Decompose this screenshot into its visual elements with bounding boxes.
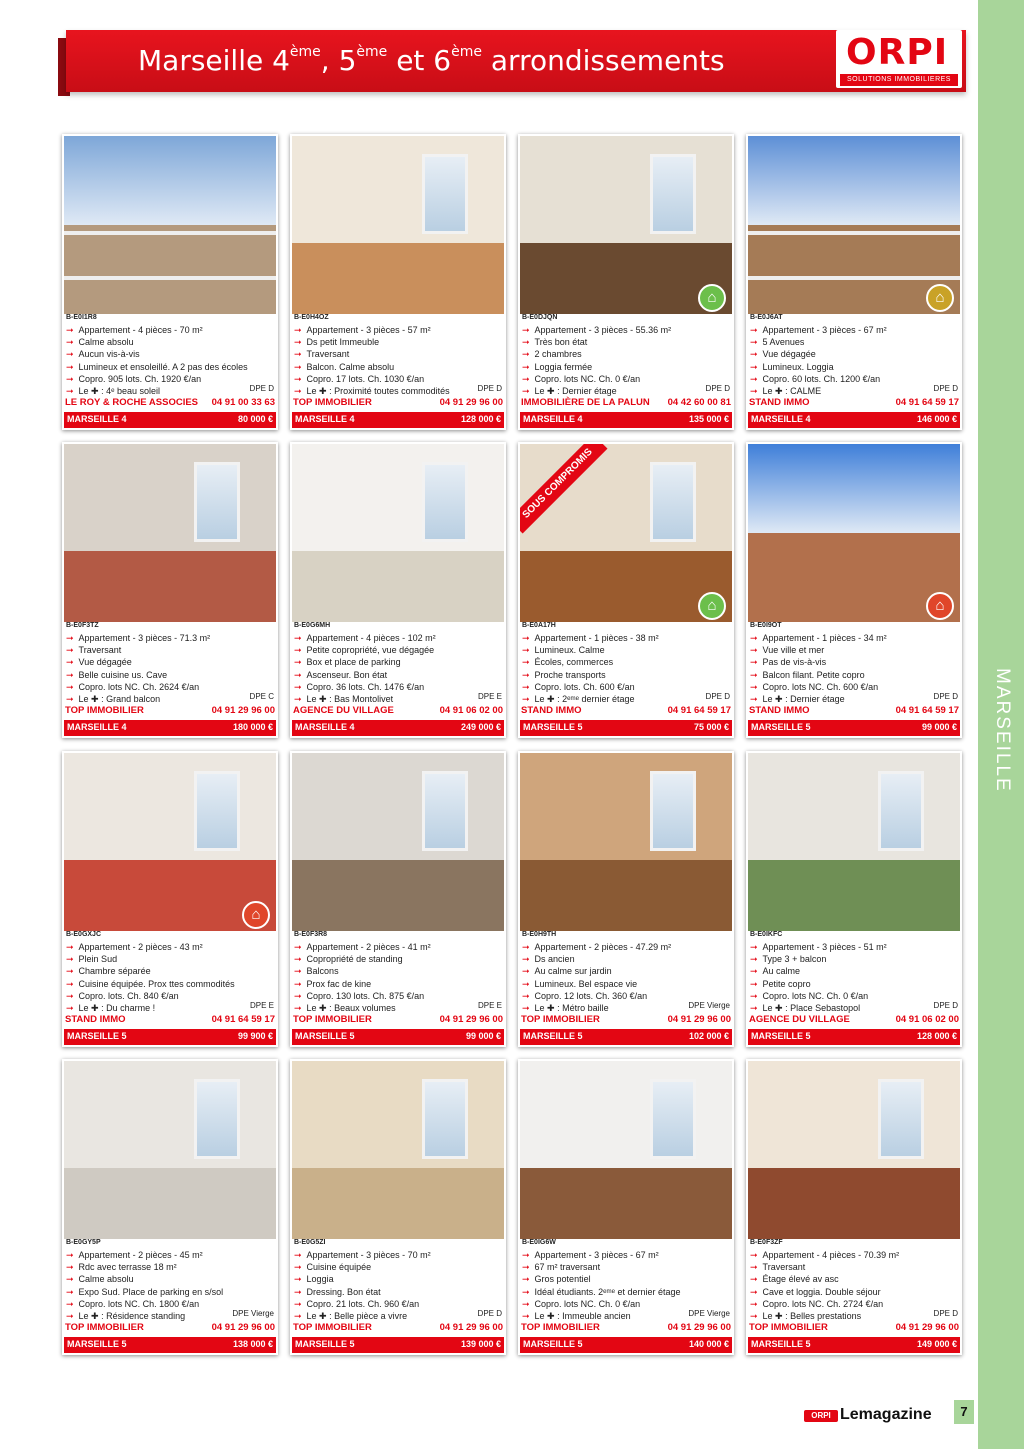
energy-rating: DPE D — [933, 384, 958, 393]
listing-card[interactable] — [746, 134, 962, 430]
listing-price: 146 000 € — [916, 414, 957, 424]
agency-name: TOP IMMOBILIER — [749, 1322, 828, 1333]
energy-label-icon: ⌂ — [242, 901, 270, 929]
price-bar — [748, 1337, 960, 1353]
agency-phone[interactable]: 04 91 06 02 00 — [439, 705, 503, 716]
feature-item: ➞ Balcon. Calme absolu — [294, 361, 502, 373]
agency-phone[interactable]: 04 91 64 59 17 — [895, 705, 959, 716]
feature-list — [750, 1249, 958, 1322]
energy-rating: DPE D — [477, 384, 502, 393]
feature-item: ➞ Traversant — [750, 1261, 958, 1273]
listing-price: 135 000 € — [688, 414, 729, 424]
listing-price: 99 000 € — [465, 1031, 501, 1041]
listing-price: 102 000 € — [688, 1031, 729, 1041]
feature-item: ➞ Type 3 + balcon — [750, 953, 958, 965]
page-number: 7 — [954, 1400, 974, 1424]
feature-item: ➞ Copro. 36 lots. Ch. 1476 €/an — [294, 681, 502, 693]
feature-item: ➞ Appartement - 3 pièces - 51 m² — [750, 941, 958, 953]
listing-price: 99 000 € — [921, 722, 957, 732]
feature-list — [294, 632, 502, 705]
feature-item: ➞ Appartement - 3 pièces - 71.3 m² — [66, 632, 274, 644]
feature-item: ➞ 67 m² traversant — [522, 1261, 730, 1273]
price-bar — [64, 412, 276, 428]
price-bar — [292, 720, 504, 736]
listing-city: MARSEILLE 4 — [523, 414, 583, 424]
agency-name: TOP IMMOBILIER — [293, 397, 372, 408]
energy-rating: DPE E — [249, 1001, 274, 1010]
listing-price: 249 000 € — [460, 722, 501, 732]
agency-line — [65, 705, 275, 716]
feature-item: ➞ Appartement - 4 pièces - 70.39 m² — [750, 1249, 958, 1261]
feature-item: ➞ Appartement - 2 pièces - 47.29 m² — [522, 941, 730, 953]
feature-item: ➞ Rdc avec terrasse 18 m² — [66, 1261, 274, 1273]
agency-line — [749, 397, 959, 408]
agency-name: AGENCE DU VILLAGE — [293, 705, 394, 716]
agency-phone[interactable]: 04 91 29 96 00 — [895, 1322, 959, 1333]
feature-item: ➞ Au calme — [750, 965, 958, 977]
agency-phone[interactable]: 04 91 29 96 00 — [211, 705, 275, 716]
feature-item: ➞ Copro. lots NC. Ch. 2624 €/an — [66, 681, 274, 693]
listing-photo — [64, 753, 276, 931]
listing-card[interactable] — [746, 751, 962, 1047]
feature-item: ➞ Vue dégagée — [66, 656, 274, 668]
feature-list — [294, 324, 502, 397]
agency-name: AGENCE DU VILLAGE — [749, 1014, 850, 1025]
listing-reference: B-E0IG6W — [522, 1239, 556, 1246]
agency-line — [749, 1322, 959, 1333]
feature-item: ➞ Le ✚ : Dernier étage — [750, 693, 958, 705]
agency-line — [521, 397, 731, 408]
listing-city: MARSEILLE 5 — [523, 1339, 583, 1349]
feature-item: ➞ Balcon filant. Petite copro — [750, 669, 958, 681]
listing-price: 140 000 € — [688, 1339, 729, 1349]
feature-item: ➞ Lumineux et ensoleillé. A 2 pas des écoles — [66, 361, 274, 373]
listing-card[interactable] — [746, 1059, 962, 1355]
feature-item: ➞ Traversant — [66, 644, 274, 656]
feature-item: ➞ Appartement - 2 pièces - 43 m² — [66, 941, 274, 953]
feature-item: ➞ Traversant — [294, 348, 502, 360]
listing-reference: B-E0GXJC — [66, 931, 102, 938]
feature-list — [750, 941, 958, 1014]
feature-item: ➞ Expo Sud. Place de parking en s/sol — [66, 1286, 274, 1298]
listing-city: MARSEILLE 5 — [751, 722, 811, 732]
header-banner — [66, 30, 966, 92]
listing-card[interactable] — [290, 751, 506, 1047]
feature-item: ➞ Appartement - 4 pièces - 70 m² — [66, 324, 274, 336]
agency-name: TOP IMMOBILIER — [521, 1014, 600, 1025]
listing-city: MARSEILLE 4 — [67, 414, 127, 424]
agency-name: STAND IMMO — [749, 705, 810, 716]
price-bar — [64, 720, 276, 736]
feature-item: ➞ Copro. 905 lots. Ch. 1920 €/an — [66, 373, 274, 385]
energy-rating: DPE Vierge — [688, 1309, 730, 1318]
price-bar — [64, 1029, 276, 1045]
price-bar — [520, 1337, 732, 1353]
feature-item: ➞ Belle cuisine us. Cave — [66, 669, 274, 681]
listing-reference: B-E0DJQN — [522, 314, 558, 321]
feature-item: ➞ Copro. 17 lots. Ch. 1030 €/an — [294, 373, 502, 385]
feature-item: ➞ Copropriété de standing — [294, 953, 502, 965]
listing-city: MARSEILLE 4 — [295, 722, 355, 732]
agency-line — [521, 1322, 731, 1333]
listing-price: 128 000 € — [460, 414, 501, 424]
agency-name: TOP IMMOBILIER — [65, 705, 144, 716]
agency-line — [65, 1014, 275, 1025]
feature-item: ➞ Cave et loggia. Double séjour — [750, 1286, 958, 1298]
listing-photo — [520, 136, 732, 314]
agency-phone[interactable]: 04 91 00 33 63 — [211, 397, 275, 408]
feature-list — [66, 324, 274, 397]
feature-item: ➞ Loggia — [294, 1273, 502, 1285]
feature-list — [294, 1249, 502, 1322]
listing-card[interactable] — [518, 134, 734, 430]
agency-line — [293, 397, 503, 408]
agency-phone[interactable]: 04 91 29 96 00 — [439, 1014, 503, 1025]
listing-photo — [64, 1061, 276, 1239]
agency-phone[interactable]: 04 91 29 96 00 — [211, 1322, 275, 1333]
agency-line — [65, 397, 275, 408]
listing-reference: B-E0H9TH — [522, 931, 557, 938]
agency-phone[interactable]: 04 91 64 59 17 — [211, 1014, 275, 1025]
listing-city: MARSEILLE 5 — [751, 1031, 811, 1041]
listing-city: MARSEILLE 5 — [523, 722, 583, 732]
price-bar — [64, 1337, 276, 1353]
energy-rating: DPE Vierge — [232, 1309, 274, 1318]
feature-item: ➞ Loggia fermée — [522, 361, 730, 373]
feature-item: ➞ Appartement - 3 pièces - 67 m² — [750, 324, 958, 336]
feature-item: ➞ Copro. lots NC. Ch. 0 €/an — [522, 373, 730, 385]
feature-item: ➞ Le ✚ : CALME — [750, 385, 958, 397]
agency-phone[interactable]: 04 42 60 00 81 — [667, 397, 731, 408]
agency-name: LE ROY & ROCHE ASSOCIES — [65, 397, 199, 408]
listing-photo — [748, 136, 960, 314]
listing-reference: B-E0I1R8 — [66, 314, 97, 321]
energy-label-icon: ⌂ — [926, 284, 954, 312]
listing-card[interactable] — [62, 442, 278, 738]
feature-list — [522, 324, 730, 397]
agency-name: STAND IMMO — [65, 1014, 126, 1025]
feature-item: ➞ Le ✚ : Dernier étage — [522, 385, 730, 397]
feature-item: ➞ Idéal étudiants. 2ᵉᵐᵉ et dernier étage — [522, 1286, 730, 1298]
energy-rating: DPE D — [705, 692, 730, 701]
listing-city: MARSEILLE 5 — [295, 1031, 355, 1041]
feature-item: ➞ Vue ville et mer — [750, 644, 958, 656]
feature-item: ➞ Appartement - 1 pièces - 38 m² — [522, 632, 730, 644]
listing-photo — [520, 444, 732, 622]
feature-item: ➞ Le ✚ : 4ᵉ beau soleil — [66, 385, 274, 397]
listing-reference: B-E0J6AT — [750, 314, 783, 321]
feature-item: ➞ Le ✚ : Proximité toutes commodités — [294, 385, 502, 397]
feature-item: ➞ Appartement - 3 pièces - 57 m² — [294, 324, 502, 336]
listing-photo — [520, 753, 732, 931]
feature-item: ➞ Ds ancien — [522, 953, 730, 965]
agency-phone[interactable]: 04 91 29 96 00 — [439, 397, 503, 408]
agency-phone[interactable]: 04 91 64 59 17 — [667, 705, 731, 716]
feature-item: ➞ Le ✚ : Beaux volumes — [294, 1002, 502, 1014]
price-bar — [292, 1337, 504, 1353]
feature-item: ➞ Appartement - 3 pièces - 70 m² — [294, 1249, 502, 1261]
feature-item: ➞ Étage élevé av asc — [750, 1273, 958, 1285]
listing-card[interactable] — [62, 1059, 278, 1355]
footer-orpi-mark: ORPI — [804, 1410, 838, 1422]
feature-item: ➞ Le ✚ : 2ᵉᵐᵉ dernier étage — [522, 693, 730, 705]
energy-rating: DPE D — [933, 1001, 958, 1010]
feature-item: ➞ Le ✚ : Place Sebastopol — [750, 1002, 958, 1014]
feature-item: ➞ Copro. 130 lots. Ch. 875 €/an — [294, 990, 502, 1002]
listing-price: 80 000 € — [237, 414, 273, 424]
price-bar — [520, 720, 732, 736]
price-bar — [748, 412, 960, 428]
feature-list — [294, 941, 502, 1014]
agency-phone[interactable]: 04 91 64 59 17 — [895, 397, 959, 408]
price-bar — [748, 1029, 960, 1045]
listing-reference: B-E0F3TZ — [66, 622, 99, 629]
feature-item: ➞ Copro. lots. Ch. 840 €/an — [66, 990, 274, 1002]
listing-card[interactable] — [62, 134, 278, 430]
feature-item: ➞ Au calme sur jardin — [522, 965, 730, 977]
listing-photo — [292, 1061, 504, 1239]
listing-card[interactable] — [62, 751, 278, 1047]
listing-photo — [292, 753, 504, 931]
listing-card[interactable] — [746, 442, 962, 738]
listing-reference: B-E0IKFC — [750, 931, 783, 938]
listing-reference: B-E0G5ZI — [294, 1239, 326, 1246]
feature-item: ➞ Appartement - 2 pièces - 41 m² — [294, 941, 502, 953]
feature-item: ➞ Le ✚ : Belle pièce a vivre — [294, 1310, 502, 1322]
feature-item: ➞ Lumineux. Calme — [522, 644, 730, 656]
listing-city: MARSEILLE 5 — [67, 1339, 127, 1349]
listing-card[interactable] — [290, 442, 506, 738]
listing-reference: B-E0F3ZF — [750, 1239, 783, 1246]
feature-list — [750, 324, 958, 397]
listing-photo — [520, 1061, 732, 1239]
feature-item: ➞ Box et place de parking — [294, 656, 502, 668]
feature-item: ➞ Le ✚ : Métro baille — [522, 1002, 730, 1014]
listing-city: MARSEILLE 5 — [67, 1031, 127, 1041]
energy-label-icon: ⌂ — [926, 592, 954, 620]
listing-price: 180 000 € — [232, 722, 273, 732]
energy-rating: DPE D — [933, 1309, 958, 1318]
energy-rating: DPE Vierge — [688, 1001, 730, 1010]
agency-line — [293, 1014, 503, 1025]
listing-card[interactable] — [518, 442, 734, 738]
feature-item: ➞ Dressing. Bon état — [294, 1286, 502, 1298]
feature-item: ➞ Le ✚ : Immeuble ancien — [522, 1310, 730, 1322]
feature-list — [522, 632, 730, 705]
agency-line — [521, 705, 731, 716]
feature-item: ➞ Chambre séparée — [66, 965, 274, 977]
listing-photo — [292, 444, 504, 622]
feature-item: ➞ Copro. lots. Ch. 600 €/an — [522, 681, 730, 693]
feature-item: ➞ Appartement - 2 pièces - 45 m² — [66, 1249, 274, 1261]
listing-card[interactable] — [290, 134, 506, 430]
feature-item: ➞ Gros potentiel — [522, 1273, 730, 1285]
feature-item: ➞ Lumineux. Bel espace vie — [522, 978, 730, 990]
feature-item: ➞ Le ✚ : Bas Montolivet — [294, 693, 502, 705]
feature-item: ➞ Balcons — [294, 965, 502, 977]
feature-item: ➞ Très bon état — [522, 336, 730, 348]
listing-price: 149 000 € — [916, 1339, 957, 1349]
listing-reference: B-E0F3R8 — [294, 931, 328, 938]
feature-item: ➞ Ds petit Immeuble — [294, 336, 502, 348]
agency-name: IMMOBILIÈRE DE LA PALUN — [521, 397, 650, 408]
feature-item: ➞ Copro. lots NC. Ch. 0 €/an — [750, 990, 958, 1002]
energy-label-icon: ⌂ — [698, 592, 726, 620]
feature-item: ➞ Copro. 21 lots. Ch. 960 €/an — [294, 1298, 502, 1310]
feature-item: ➞ Petite copropriété, vue dégagée — [294, 644, 502, 656]
logo-wordmark: ORPI — [846, 32, 949, 73]
energy-rating: DPE D — [933, 692, 958, 701]
listing-city: MARSEILLE 5 — [523, 1031, 583, 1041]
feature-item: ➞ Le ✚ : Résidence standing — [66, 1310, 274, 1322]
orpi-logo — [836, 30, 962, 88]
agency-line — [749, 705, 959, 716]
status-stamp: SOUS COMPROMIS — [520, 444, 607, 533]
listing-price: 75 000 € — [693, 722, 729, 732]
agency-name: TOP IMMOBILIER — [65, 1322, 144, 1333]
listing-price: 138 000 € — [232, 1339, 273, 1349]
listing-price: 139 000 € — [460, 1339, 501, 1349]
feature-item: ➞ 2 chambres — [522, 348, 730, 360]
feature-item: ➞ Copro. lots NC. Ch. 0 €/an — [522, 1298, 730, 1310]
footer-magazine-logo — [804, 1406, 948, 1426]
agency-name: TOP IMMOBILIER — [293, 1322, 372, 1333]
agency-name: TOP IMMOBILIER — [521, 1322, 600, 1333]
feature-item: ➞ 5 Avenues — [750, 336, 958, 348]
energy-rating: DPE D — [249, 384, 274, 393]
agency-line — [293, 1322, 503, 1333]
agency-phone[interactable]: 04 91 29 96 00 — [667, 1322, 731, 1333]
footer-magazine-name: Lemagazine — [840, 1406, 932, 1423]
feature-list — [66, 632, 274, 705]
agency-name: STAND IMMO — [749, 397, 810, 408]
feature-item: ➞ Copro. 60 lots. Ch. 1200 €/an — [750, 373, 958, 385]
feature-item: ➞ Copro. 12 lots. Ch. 360 €/an — [522, 990, 730, 1002]
agency-line — [65, 1322, 275, 1333]
agency-name: STAND IMMO — [521, 705, 582, 716]
feature-item: ➞ Écoles, commerces — [522, 656, 730, 668]
listing-photo — [748, 753, 960, 931]
listing-price: 128 000 € — [916, 1031, 957, 1041]
feature-list — [750, 632, 958, 705]
feature-item: ➞ Cuisine équipée. Prox ttes commodités — [66, 978, 274, 990]
price-bar — [520, 412, 732, 428]
logo-tagline: SOLUTIONS IMMOBILIERES — [840, 74, 958, 86]
energy-rating: DPE D — [477, 1309, 502, 1318]
agency-phone[interactable]: 04 91 29 96 00 — [667, 1014, 731, 1025]
agency-line — [521, 1014, 731, 1025]
agency-line — [749, 1014, 959, 1025]
listing-reference: B-E0A17H — [522, 622, 556, 629]
feature-item: ➞ Le ✚ : Grand balcon — [66, 693, 274, 705]
feature-item: ➞ Plein Sud — [66, 953, 274, 965]
listing-photo — [292, 136, 504, 314]
listing-reference: B-E0H4OZ — [294, 314, 329, 321]
listing-city: MARSEILLE 4 — [67, 722, 127, 732]
feature-list — [66, 941, 274, 1014]
feature-item: ➞ Appartement - 3 pièces - 55.36 m² — [522, 324, 730, 336]
feature-item: ➞ Appartement - 4 pièces - 102 m² — [294, 632, 502, 644]
listing-reference: B-E0G6MH — [294, 622, 331, 629]
feature-item: ➞ Petite copro — [750, 978, 958, 990]
listing-photo — [748, 444, 960, 622]
energy-rating: DPE C — [249, 692, 274, 701]
energy-rating: DPE D — [705, 384, 730, 393]
side-section-label: MARSEILLE — [992, 667, 1013, 793]
feature-item: ➞ Lumineux. Loggia — [750, 361, 958, 373]
listing-photo — [748, 1061, 960, 1239]
price-bar — [292, 1029, 504, 1045]
feature-item: ➞ Appartement - 1 pièces - 34 m² — [750, 632, 958, 644]
listing-reference: B-E0GY5P — [66, 1239, 101, 1246]
listing-city: MARSEILLE 4 — [295, 414, 355, 424]
listing-photo — [64, 444, 276, 622]
listing-card[interactable] — [518, 751, 734, 1047]
feature-item: ➞ Copro. lots NC. Ch. 600 €/an — [750, 681, 958, 693]
listing-city: MARSEILLE 5 — [751, 1339, 811, 1349]
feature-item: ➞ Cuisine équipée — [294, 1261, 502, 1273]
listing-city: MARSEILLE 5 — [295, 1339, 355, 1349]
listing-photo — [64, 136, 276, 314]
price-bar — [748, 720, 960, 736]
listing-reference: B-E0I9OT — [750, 622, 782, 629]
agency-name: TOP IMMOBILIER — [293, 1014, 372, 1025]
feature-item: ➞ Prox fac de kine — [294, 978, 502, 990]
energy-rating: DPE E — [477, 1001, 502, 1010]
feature-item: ➞ Proche transports — [522, 669, 730, 681]
listing-card[interactable] — [518, 1059, 734, 1355]
listing-price: 99 900 € — [237, 1031, 273, 1041]
feature-item: ➞ Calme absolu — [66, 1273, 274, 1285]
listing-city: MARSEILLE 4 — [751, 414, 811, 424]
price-bar — [520, 1029, 732, 1045]
energy-label-icon: ⌂ — [698, 284, 726, 312]
page-title: Marseille 4ème, 5ème et 6ème arrondissements — [138, 44, 725, 77]
feature-item: ➞ Copro. lots NC. Ch. 1800 €/an — [66, 1298, 274, 1310]
agency-phone[interactable]: 04 91 29 96 00 — [439, 1322, 503, 1333]
price-bar — [292, 412, 504, 428]
agency-phone[interactable]: 04 91 06 02 00 — [895, 1014, 959, 1025]
agency-line — [293, 705, 503, 716]
feature-item: ➞ Ascenseur. Bon état — [294, 669, 502, 681]
energy-rating: DPE E — [477, 692, 502, 701]
feature-item: ➞ Vue dégagée — [750, 348, 958, 360]
feature-item: ➞ Appartement - 3 pièces - 67 m² — [522, 1249, 730, 1261]
feature-item: ➞ Copro. lots NC. Ch. 2724 €/an — [750, 1298, 958, 1310]
feature-item: ➞ Le ✚ : Du charme ! — [66, 1002, 274, 1014]
feature-item: ➞ Aucun vis-à-vis — [66, 348, 274, 360]
feature-item: ➞ Calme absolu — [66, 336, 274, 348]
listing-card[interactable] — [290, 1059, 506, 1355]
feature-item: ➞ Pas de vis-à-vis — [750, 656, 958, 668]
feature-item: ➞ Le ✚ : Belles prestations — [750, 1310, 958, 1322]
